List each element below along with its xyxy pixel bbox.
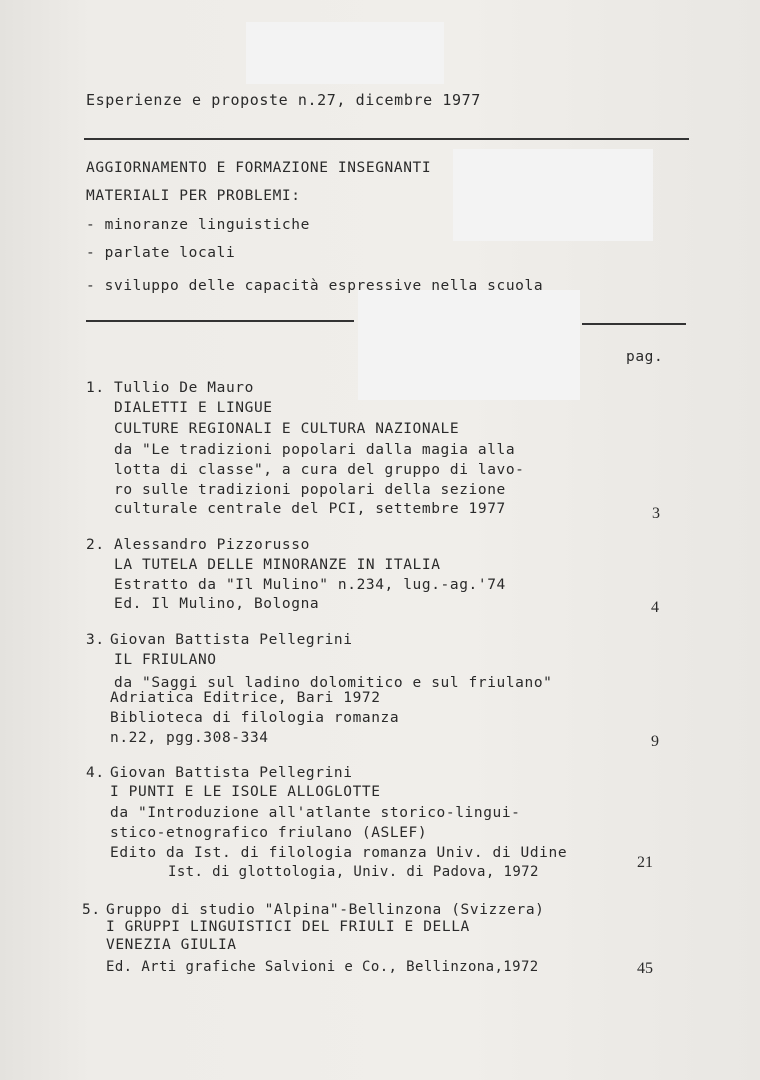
entry-line: CULTURE REGIONALI E CULTURA NAZIONALE — [114, 421, 460, 437]
entry-line: n.22, pgg.308-334 — [110, 730, 269, 746]
entry-number: 4. — [86, 765, 105, 781]
entry-number: 1. — [86, 380, 105, 396]
entry-line: LA TUTELA DELLE MINORANZE IN ITALIA — [114, 557, 441, 573]
entry-line: culturale centrale del PCI, settembre 1977 — [114, 501, 506, 517]
journal-line: Esperienze e proposte n.27, dicembre 1977 — [86, 91, 481, 109]
pag-label: pag. — [626, 349, 664, 365]
entry-line: Biblioteca di filologia romanza — [110, 710, 400, 726]
heading-materiali: MATERIALI PER PROBLEMI: — [86, 188, 301, 204]
entry-line: DIALETTI E LINGUE — [114, 400, 273, 416]
intro-rule-left — [86, 320, 354, 322]
topic-item: - sviluppo delle capacità espressive nella scuola — [86, 278, 544, 294]
page-number: 9 — [651, 733, 659, 750]
intro-rule-right — [582, 323, 686, 325]
entry-line: Adriatica Editrice, Bari 1972 — [110, 690, 381, 706]
entry-number: 5. — [82, 902, 101, 918]
entry-line: Tullio De Mauro — [114, 380, 254, 396]
entry-line: IL FRIULANO — [114, 652, 217, 668]
entry-line: da "Le tradizioni popolari dalla magia alla — [114, 442, 516, 458]
entry-line: lotta di classe", a cura del gruppo di lavo- — [114, 462, 525, 478]
entry-line: stico-etnografico friulano (ASLEF) — [110, 825, 428, 841]
entry-line: Giovan Battista Pellegrini — [110, 765, 353, 781]
redacted-block-middle — [453, 149, 653, 241]
entry-line: Edito da Ist. di filologia romanza Univ. di Udine — [110, 845, 568, 861]
entry-line: Alessandro Pizzorusso — [114, 537, 310, 553]
entry-line: ro sulle tradizioni popolari della sezione — [114, 482, 506, 498]
page-number: 21 — [637, 854, 653, 871]
entry-line: da "Introduzione all'atlante storico-lingui- — [110, 805, 521, 821]
entry-number: 3. — [86, 632, 105, 648]
entry-line: I PUNTI E LE ISOLE ALLOGLOTTE — [110, 784, 381, 800]
entry-line: Ed. Arti grafiche Salvioni e Co., Bellinzona,1972 — [106, 959, 539, 975]
entry-line: Ist. di glottologia, Univ. di Padova, 1972 — [168, 864, 539, 880]
page-number: 3 — [652, 505, 660, 522]
entry-line: VENEZIA GIULIA — [106, 937, 237, 953]
entry-line: I GRUPPI LINGUISTICI DEL FRIULI E DELLA — [106, 919, 470, 935]
entry-line: Giovan Battista Pellegrini — [110, 632, 353, 648]
entry-number: 2. — [86, 537, 105, 553]
page-number: 45 — [637, 960, 653, 977]
header-rule — [84, 138, 689, 140]
page-number: 4 — [651, 599, 659, 616]
entry-line: Gruppo di studio "Alpina"-Bellinzona (Svizzera) — [106, 902, 545, 918]
redacted-block-top — [246, 22, 444, 84]
entry-line: Ed. Il Mulino, Bologna — [114, 596, 320, 612]
topic-item: - parlate locali — [86, 245, 236, 261]
entry-line: da "Saggi sul ladino dolomitico e sul friulano" — [114, 675, 553, 691]
heading-aggiornamento: AGGIORNAMENTO E FORMAZIONE INSEGNANTI — [86, 160, 432, 176]
topic-item: - minoranze linguistiche — [86, 217, 310, 233]
entry-line: Estratto da "Il Mulino" n.234, lug.-ag.'74 — [114, 577, 506, 593]
redacted-block-center — [358, 290, 580, 400]
